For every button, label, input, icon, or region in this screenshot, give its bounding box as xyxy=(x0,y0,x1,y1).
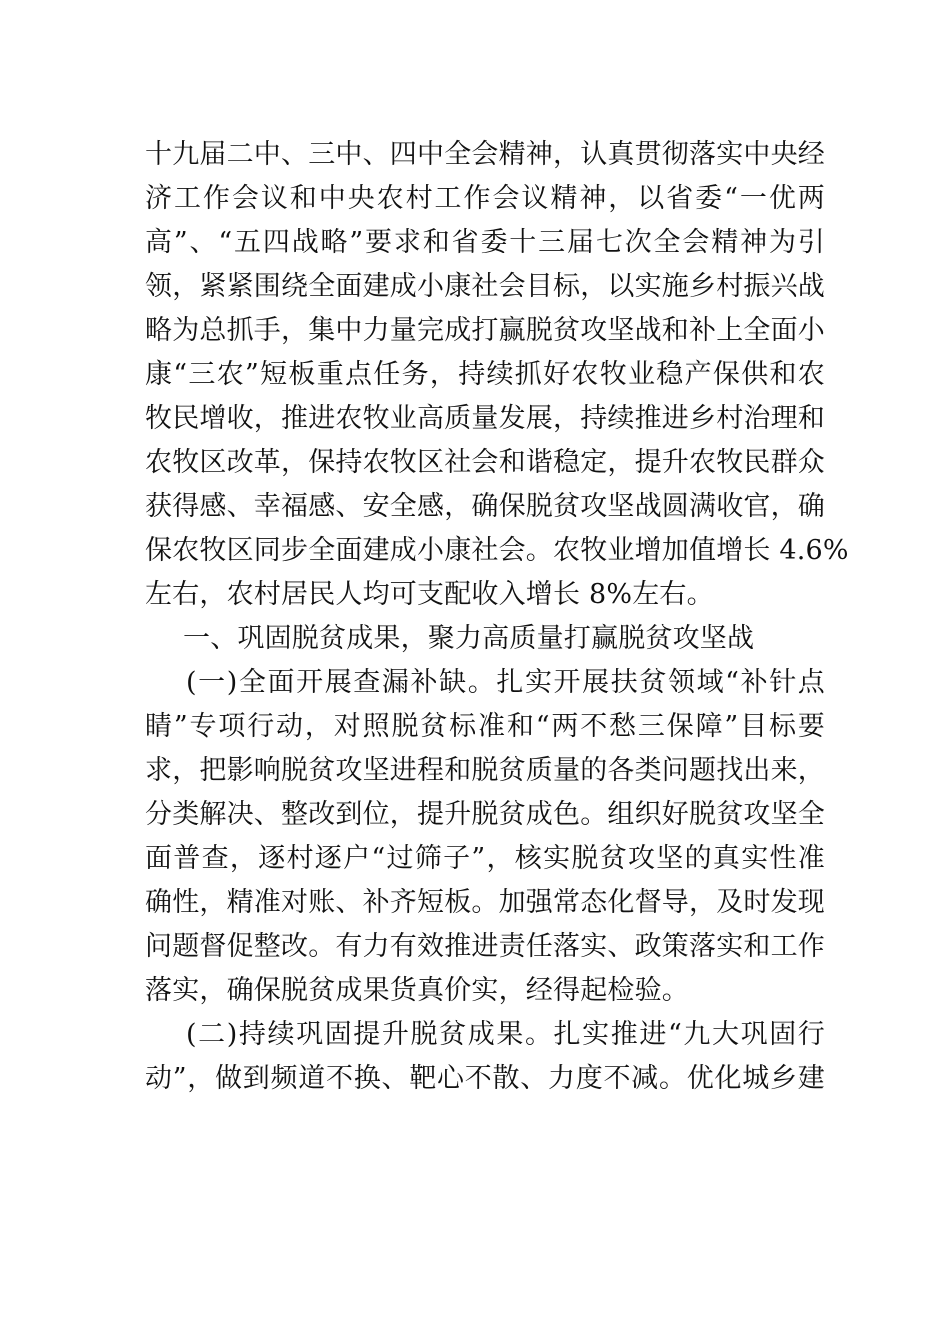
body-text-line: 问题督促整改。有力有效推进责任落实、政策落实和工作 xyxy=(145,931,825,962)
body-text-line: 康“三农”短板重点任务，持续抓好农牧业稳产保供和农 xyxy=(145,359,825,390)
body-text-line: 确性，精准对账、补齐短板。加强常态化督导，及时发现 xyxy=(145,887,825,918)
body-text-line: 领，紧紧围绕全面建成小康社会目标，以实施乡村振兴战 xyxy=(145,271,825,302)
body-text-line: 济工作会议和中央农村工作会议精神，以省委“一优两 xyxy=(145,183,825,214)
section-heading: 一、巩固脱贫成果，聚力高质量打赢脱贫攻坚战 xyxy=(183,623,755,654)
paragraph-first-line: (一)全面开展查漏补缺。扎实开展扶贫领域“补针点 xyxy=(186,667,825,698)
body-text-line: 保农牧区同步全面建成小康社会。农牧业增加值增长 4.6% xyxy=(145,535,849,566)
body-text-line: 左右，农村居民人均可支配收入增长 8%左右。 xyxy=(145,579,714,610)
body-text-line: 动”，做到频道不换、靶心不散、力度不减。优化城乡建 xyxy=(145,1063,825,1094)
body-text-line: 十九届二中、三中、四中全会精神，认真贯彻落实中央经 xyxy=(145,139,825,170)
body-text-line: 分类解决、整改到位，提升脱贫成色。组织好脱贫攻坚全 xyxy=(145,799,825,830)
body-text-line: 农牧区改革，保持农牧区社会和谐稳定，提升农牧民群众 xyxy=(145,447,825,478)
paragraph-first-line: (二)持续巩固提升脱贫成果。扎实推进“九大巩固行 xyxy=(186,1019,825,1050)
body-text-line: 落实，确保脱贫成果货真价实，经得起检验。 xyxy=(145,975,689,1006)
body-text-line: 面普查，逐村逐户“过筛子”，核实脱贫攻坚的真实性准 xyxy=(145,843,825,874)
body-text-line: 牧民增收，推进农牧业高质量发展，持续推进乡村治理和 xyxy=(145,403,825,434)
body-text-line: 求，把影响脱贫攻坚进程和脱贫质量的各类问题找出来， xyxy=(145,755,825,786)
body-text-line: 高”、“五四战略”要求和省委十三届七次全会精神为引 xyxy=(145,227,825,258)
body-text-line: 睛”专项行动，对照脱贫标准和“两不愁三保障”目标要 xyxy=(145,711,825,742)
body-text-line: 略为总抓手，集中力量完成打赢脱贫攻坚战和补上全面小 xyxy=(145,315,825,346)
body-text-line: 获得感、幸福感、安全感，确保脱贫攻坚战圆满收官，确 xyxy=(145,491,825,522)
